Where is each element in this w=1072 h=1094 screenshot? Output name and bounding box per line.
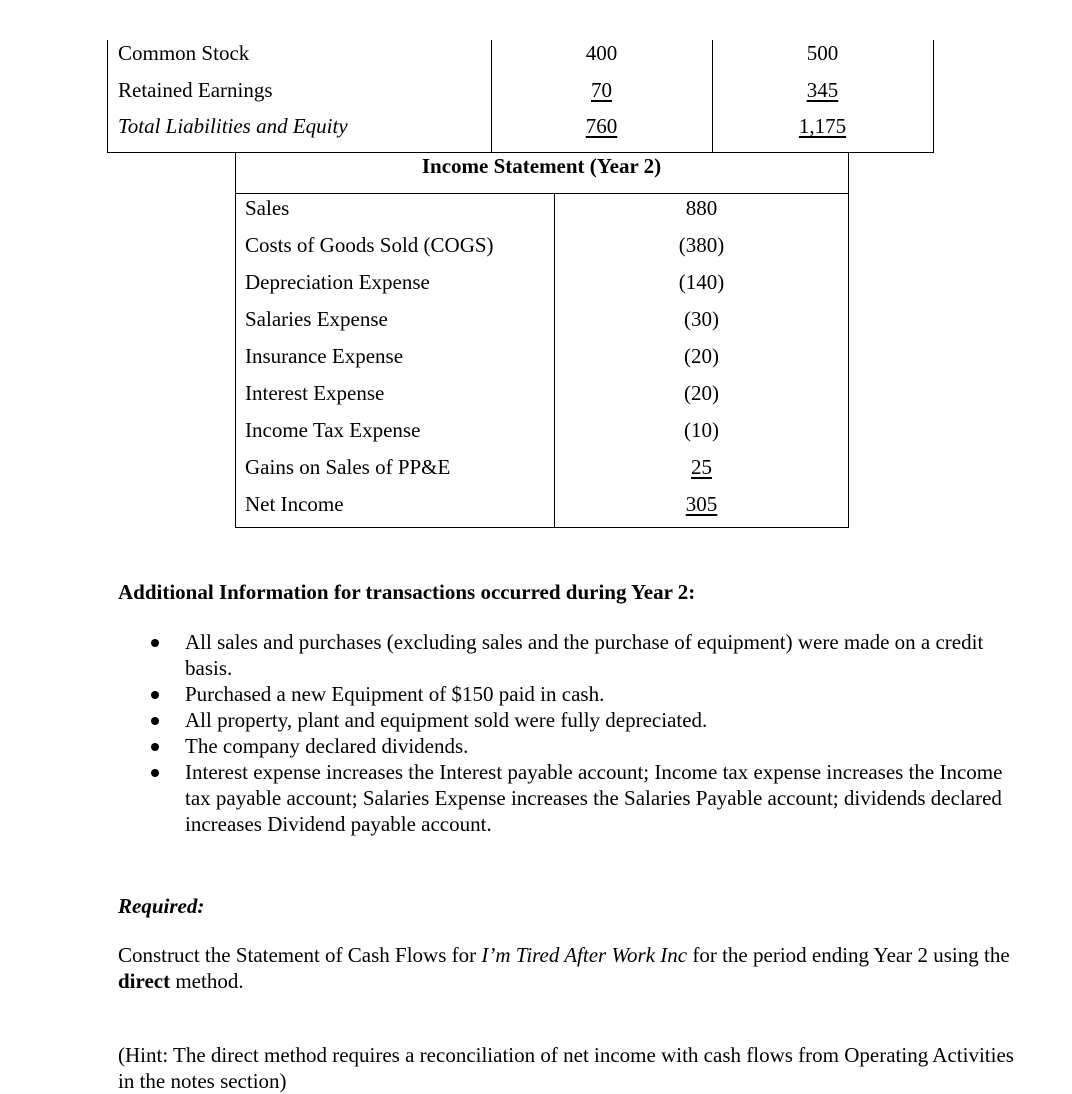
- bullet-dot-icon: [151, 769, 159, 777]
- bullet-dot-icon: [151, 743, 159, 751]
- bs-row-label: Common Stock: [118, 41, 250, 65]
- is-left-border: [235, 153, 236, 528]
- additional-info-item: [118, 681, 1018, 707]
- bullet-dot-icon: [151, 639, 159, 647]
- bs-row-label: Total Liabilities and Equity: [118, 114, 348, 138]
- additional-info-item: [118, 759, 1018, 837]
- bs-row-year2-value: 345: [806, 78, 839, 102]
- bs-left-border: [107, 40, 108, 153]
- required-text-before: Construct the Statement of Cash Flows for: [118, 943, 482, 967]
- additional-info-heading: Additional Information for transactions occurred during Year 2:: [118, 580, 696, 604]
- is-row-label: Gains on Sales of PP&E: [245, 455, 451, 479]
- bs-row-year1-value: 70: [591, 78, 612, 102]
- bs-bottom-border: [107, 152, 934, 153]
- additional-info-item: [118, 733, 1018, 759]
- required-text-middle: for the period ending Year 2 using the: [687, 943, 1010, 967]
- additional-info-text: Interest expense increases the Interest payable account; Income tax expense increases the Income tax payable account; Salaries Expense increases the Salaries Payable account; dividends declared increases Dividend payable account.: [185, 760, 1003, 836]
- is-row-label: Depreciation Expense: [245, 270, 430, 294]
- hint-text: (Hint: The direct method requires a reconciliation of net income with cash flows from Operating Activities in the notes section): [118, 1043, 1014, 1093]
- bs-row-year2-value: 500: [806, 41, 839, 65]
- is-row-label: Salaries Expense: [245, 307, 388, 331]
- additional-info-list: [118, 629, 1018, 837]
- bs-row-year1-value: 760: [585, 114, 618, 138]
- is-row-value: (30): [684, 307, 719, 331]
- method-name: direct: [118, 969, 171, 993]
- is-bottom-border: [235, 527, 849, 528]
- is-row-label: Income Tax Expense: [245, 418, 421, 442]
- is-header-rule: [235, 193, 849, 194]
- is-row-value: 305: [685, 492, 718, 516]
- is-right-border: [848, 153, 849, 528]
- bullet-dot-icon: [151, 717, 159, 725]
- additional-info-text: All property, plant and equipment sold were fully depreciated.: [185, 708, 708, 732]
- company-name: I’m Tired After Work Inc: [481, 943, 688, 967]
- required-heading: Required:: [118, 894, 205, 918]
- required-text: [118, 942, 1018, 994]
- is-row-value: 25: [691, 455, 712, 479]
- is-row-label: Sales: [245, 196, 290, 220]
- is-row-label: Net Income: [245, 492, 344, 516]
- additional-info-text: Purchased a new Equipment of $150 paid in cash.: [185, 682, 605, 706]
- additional-info-item: [118, 629, 1018, 681]
- is-row-value: (10): [684, 418, 719, 442]
- is-row-value: (380): [678, 233, 725, 257]
- is-row-value: (140): [678, 270, 725, 294]
- income-statement-title: Income Statement (Year 2): [421, 154, 662, 178]
- additional-info-item: [118, 707, 1018, 733]
- bs-right-border: [933, 40, 934, 153]
- is-row-value: 880: [685, 196, 718, 220]
- is-row-label: Costs of Goods Sold (COGS): [245, 233, 494, 257]
- is-row-value: (20): [684, 344, 719, 368]
- is-row-value: (20): [684, 381, 719, 405]
- is-row-label: Interest Expense: [245, 381, 385, 405]
- required-text-after: method.: [170, 969, 244, 993]
- bs-row-year2-value: 1,175: [798, 114, 847, 138]
- additional-info-text: All sales and purchases (excluding sales and the purchase of equipment) were made on a credit basis.: [185, 630, 984, 680]
- bullet-dot-icon: [151, 691, 159, 699]
- bs-row-label: Retained Earnings: [118, 78, 273, 102]
- is-row-label: Insurance Expense: [245, 344, 404, 368]
- additional-info-text: The company declared dividends.: [185, 734, 469, 758]
- bs-row-year1-value: 400: [585, 41, 618, 65]
